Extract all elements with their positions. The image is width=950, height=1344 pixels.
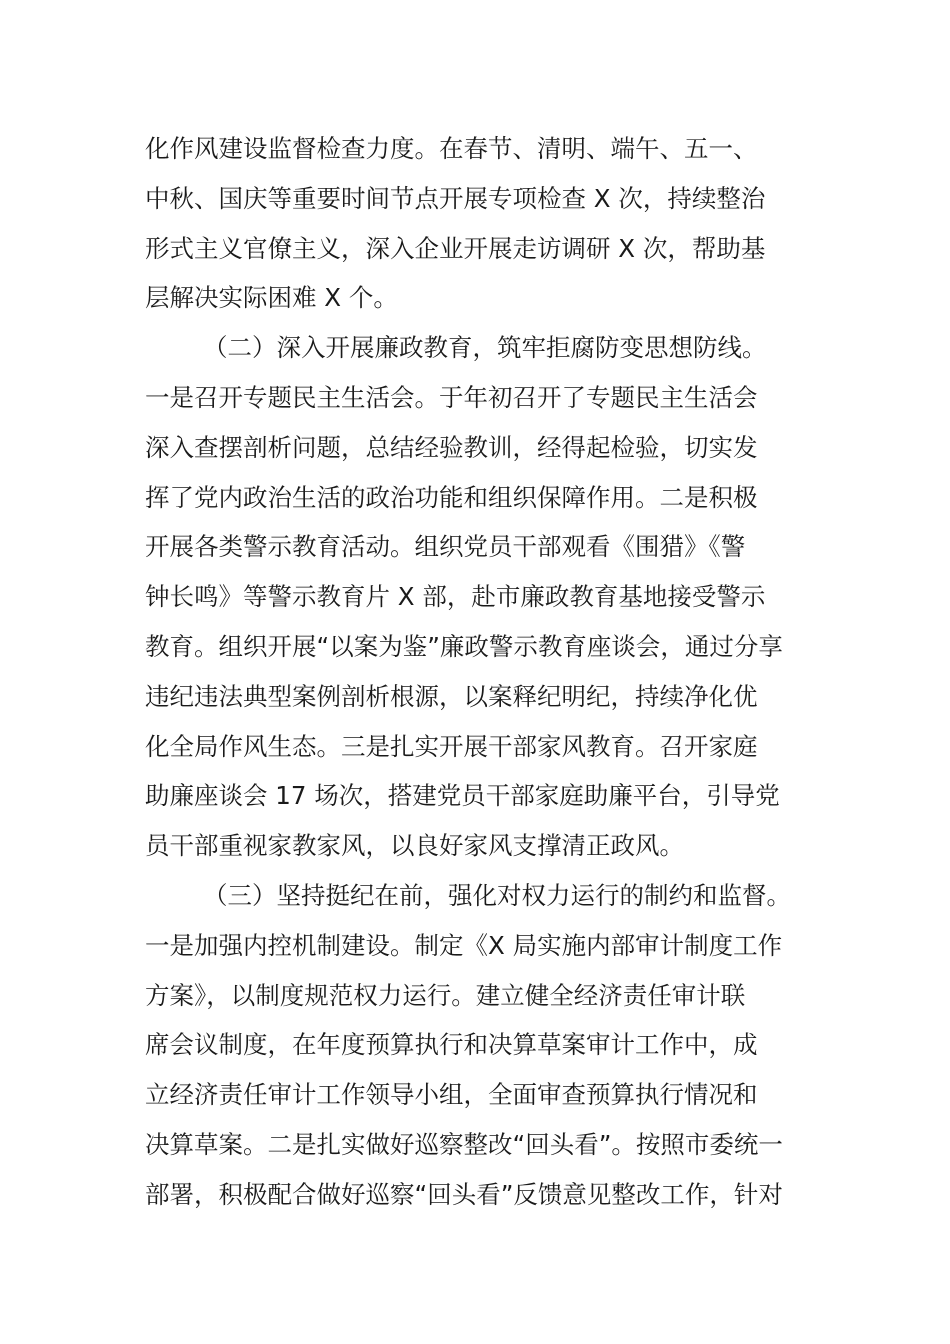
text-line: 中秋、国庆等重要时间节点开展专项检查 X 次，持续整治 <box>145 183 766 213</box>
text-line: 教育。组织开展“以案为鉴”廉政警示教育座谈会，通过分享 <box>145 631 783 661</box>
text-line: 员干部重视家教家风，以良好家风支撑清正政风。 <box>145 831 684 861</box>
text-line: 一是加强内控机制建设。制定《X 局实施内部审计制度工作 <box>145 930 783 960</box>
text-line: 化全局作风生态。三是扎实开展干部家风教育。召开家庭 <box>145 731 758 761</box>
text-line: 立经济责任审计工作领导小组，全面审查预算执行情况和 <box>145 1080 758 1110</box>
text-line: 方案》，以制度规范权力运行。建立健全经济责任审计联 <box>145 980 746 1010</box>
text-line: 挥了党内政治生活的政治功能和组织保障作用。二是积极 <box>145 482 758 512</box>
text-line: 违纪违法典型案例剖析根源，以案释纪明纪，持续净化优 <box>145 681 758 711</box>
text-line: 部署，积极配合做好巡察“回头看”反馈意见整改工作，针对 <box>145 1179 783 1209</box>
text-line: 钟长鸣》等警示教育片 X 部，赴市廉政教育基地接受警示 <box>145 582 766 612</box>
text-line: 助廉座谈会 17 场次，搭建党员干部家庭助廉平台，引导党 <box>145 781 780 811</box>
text-line: 一是召开专题民主生活会。于年初召开了专题民主生活会 <box>145 382 758 412</box>
text-line: 化作风建设监督检查力度。在春节、清明、端午、五一、 <box>145 134 758 163</box>
text-line: 决算草案。二是扎实做好巡察整改“回头看”。按照市委统一 <box>145 1129 783 1159</box>
document-body <box>145 124 825 1220</box>
text-line: 开展各类警示教育活动。组织党员干部观看《围猎》《警 <box>145 532 746 562</box>
text-line: 层解决实际困难 X 个。 <box>145 283 398 313</box>
paragraph-heading-line: （二）深入开展廉政教育，筑牢拒腐防变思想防线。 <box>203 333 767 363</box>
text-line: 形式主义官僚主义，深入企业开展走访调研 X 次，帮助基 <box>145 233 766 263</box>
text-line: 席会议制度，在年度预算执行和决算草案审计工作中，成 <box>145 1030 758 1060</box>
text-line: 深入查摆剖析问题，总结经验教训，经得起检验，切实发 <box>145 432 758 462</box>
paragraph-heading-line: （三）坚持挺纪在前，强化对权力运行的制约和监督。 <box>203 880 791 910</box>
